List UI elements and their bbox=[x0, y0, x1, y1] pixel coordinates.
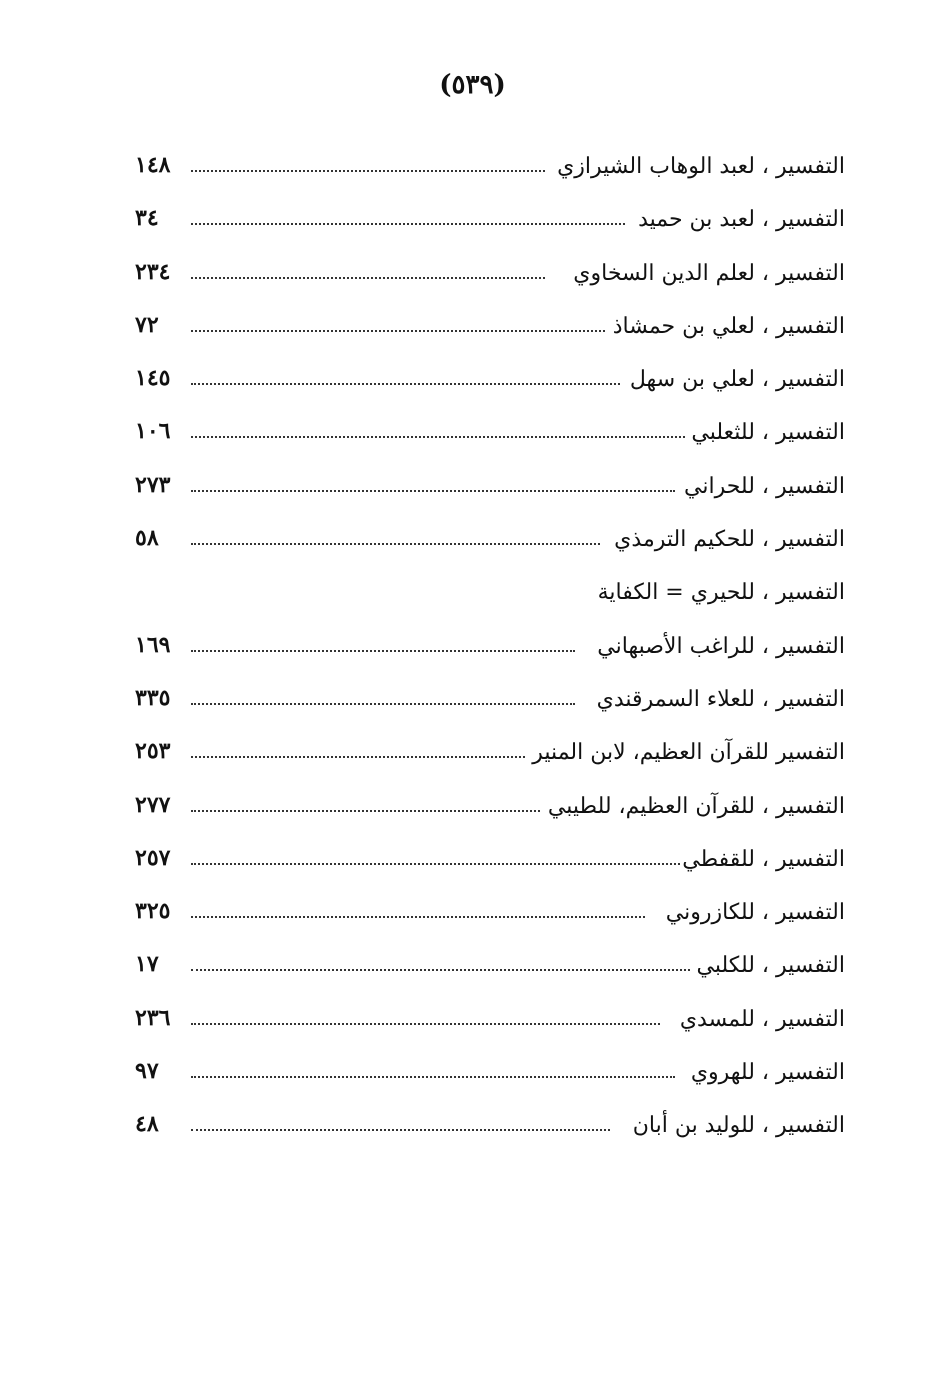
entry-title: التفسير ، للثعلبي bbox=[691, 420, 845, 446]
index-entry bbox=[135, 630, 845, 683]
entry-title: التفسير ، لعلي بن حمشاذ bbox=[612, 313, 845, 339]
entry-page-number: ٤٨ bbox=[135, 1111, 159, 1138]
entry-leader-dots bbox=[191, 914, 645, 918]
index-entry bbox=[135, 523, 845, 576]
entry-title: التفسير ، لعبد الوهاب الشيرازي bbox=[557, 154, 845, 179]
index-entry bbox=[135, 736, 845, 789]
index-entry bbox=[135, 576, 845, 629]
entry-leader-dots bbox=[191, 168, 545, 172]
index-entry bbox=[135, 683, 845, 736]
entry-title: التفسير ، لعلم الدين السخاوي bbox=[573, 260, 845, 286]
index-entry bbox=[135, 310, 845, 363]
entry-page-number: ١٤٥ bbox=[135, 365, 171, 392]
index-entry bbox=[135, 949, 845, 1002]
entry-leader-dots bbox=[191, 754, 525, 758]
entry-title: التفسير ، لعبد بن حميد bbox=[638, 207, 845, 233]
entry-title: التفسير ، للكازروني bbox=[665, 900, 845, 926]
entry-leader-dots bbox=[191, 861, 680, 865]
index-entry bbox=[135, 257, 845, 310]
index-entry bbox=[135, 363, 845, 416]
entry-page-number: ٣٣٥ bbox=[135, 684, 171, 711]
index-entry bbox=[135, 1056, 845, 1109]
entry-page-number: ٢٣٦ bbox=[135, 1004, 171, 1031]
entry-title: التفسير ، لعلي بن سهل bbox=[629, 367, 845, 393]
entry-page-number: ١٦٩ bbox=[135, 631, 171, 658]
index-entry bbox=[135, 470, 845, 523]
entry-page-number: ١٤٨ bbox=[135, 152, 171, 178]
entry-title: التفسير ، للوليد بن أبان bbox=[632, 1113, 845, 1139]
index-entries bbox=[135, 150, 845, 1163]
index-entry bbox=[135, 203, 845, 256]
entry-title: التفسير ، للقرآن العظيم، للطيبي bbox=[547, 793, 845, 819]
index-entry bbox=[135, 1003, 845, 1056]
entry-leader-dots bbox=[191, 1074, 675, 1078]
entry-leader-dots bbox=[191, 967, 690, 971]
entry-leader-dots bbox=[191, 1021, 660, 1025]
entry-leader-dots bbox=[191, 648, 575, 652]
entry-page-number: ٢٥٣ bbox=[135, 738, 171, 765]
entry-title: التفسير ، للهروي bbox=[690, 1060, 845, 1086]
entry-leader-dots bbox=[191, 328, 605, 332]
entry-page-number: ٢٧٣ bbox=[135, 471, 171, 498]
entry-title: التفسير ، للمسدي bbox=[679, 1006, 845, 1032]
entry-page-number: ٧٢ bbox=[135, 311, 159, 338]
entry-page-number: ١٧ bbox=[135, 951, 159, 978]
entry-title: التفسير ، للحراني bbox=[684, 473, 845, 499]
page-number: (٥٣٩) bbox=[439, 70, 506, 100]
entry-leader-dots bbox=[191, 1127, 610, 1131]
entry-leader-dots bbox=[191, 221, 625, 225]
index-entry bbox=[135, 790, 845, 843]
index-entry bbox=[135, 843, 845, 896]
entry-page-number: ٣٤ bbox=[135, 205, 159, 232]
entry-page-number: ٢٥٧ bbox=[135, 844, 171, 871]
entry-title: التفسير ، للعلاء السمرقندي bbox=[596, 686, 845, 712]
entry-title: التفسير ، للحكيم الترمذي bbox=[614, 527, 845, 553]
entry-page-number: ١٠٦ bbox=[135, 418, 171, 445]
entry-page-number: ٢٧٧ bbox=[135, 791, 171, 818]
entry-title: التفسير ، للحيري = الكفاية bbox=[597, 580, 845, 606]
entry-leader-dots bbox=[191, 808, 540, 812]
entry-page-number: ٣٢٥ bbox=[135, 898, 171, 925]
entry-title: التفسير للقرآن العظيم، لابن المنير bbox=[532, 740, 845, 766]
entry-title: التفسير ، للكلبي bbox=[696, 953, 845, 979]
entry-leader-dots bbox=[191, 434, 685, 438]
entry-page-number: ٥٨ bbox=[135, 525, 159, 552]
entry-leader-dots bbox=[191, 541, 600, 545]
entry-leader-dots bbox=[191, 275, 545, 279]
index-entry bbox=[135, 416, 845, 469]
index-entry bbox=[135, 1109, 845, 1162]
index-entry bbox=[135, 896, 845, 949]
index-entry bbox=[135, 150, 845, 203]
entry-page-number: ٢٣٤ bbox=[135, 258, 171, 285]
entry-title: التفسير ، للقفطي bbox=[682, 846, 845, 872]
entry-title: التفسير ، للراغب الأصبهاني bbox=[597, 633, 845, 659]
entry-leader-dots bbox=[191, 381, 620, 385]
entry-page-number: ٩٧ bbox=[135, 1058, 159, 1085]
entry-leader-dots bbox=[191, 488, 675, 492]
entry-leader-dots bbox=[191, 701, 575, 705]
